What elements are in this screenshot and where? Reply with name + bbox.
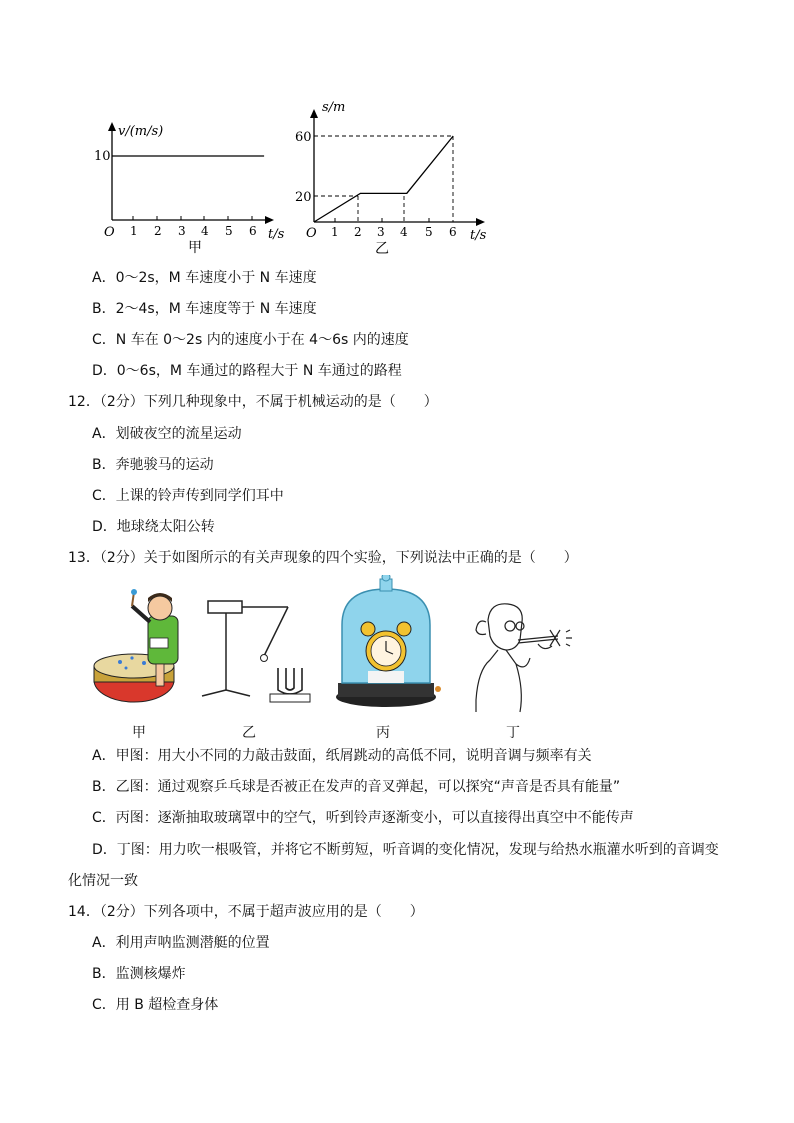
yi-y-tick: 60 [295,130,312,145]
illustration-yi-tuning-fork [198,598,318,708]
q14-option-a: A．利用声呐监测潜艇的位置 [92,935,270,951]
illustration-bing-bell-jar [330,575,448,715]
q13-caption-bing: 丙 [376,725,390,741]
yi-distance-line [314,136,453,222]
yi-y-tick: 20 [295,190,312,205]
yi-x-tick: 1 [331,225,339,239]
yi-axes [314,113,482,222]
jia-xlabel: t/s [268,227,285,242]
jia-ylabel: v/(m/s) [118,124,164,139]
q11-option-c: C．N 车在 0～2s 内的速度小于在 4～6s 内的速度 [92,332,409,348]
jia-x-tick: 3 [178,224,186,238]
q11-option-d: D．0～6s，M 车通过的路程大于 N 车通过的路程 [92,363,402,379]
illustration-ding-straw [468,600,583,715]
q13-caption-ding: 丁 [506,725,520,741]
q13-option-b: B．乙图：通过观察乒乓球是否被正在发声的音叉弹起，可以探究“声音是否具有能量” [92,779,621,795]
q12-option-b: B．奔驰骏马的运动 [92,457,214,473]
q13-option-d: D．丁图：用力吹一根吸管，并将它不断剪短，听音调的变化情况，发现与给热水瓶灌水听到的音调变 [92,842,719,858]
jia-axes [112,125,272,220]
jia-y-arrow [108,122,116,131]
jia-y-tick: 10 [94,149,111,164]
jia-origin: O [104,225,115,240]
jia-x-tick: 2 [154,224,162,238]
jia-x-arrow [265,216,274,224]
yi-caption: 乙 [375,241,389,257]
q12-option-d: D．地球绕太阳公转 [92,519,215,535]
yi-x-tick: 2 [354,225,362,239]
q14-option-b: B．监测核爆炸 [92,966,186,982]
yi-x-arrow [476,218,485,226]
jia-caption: 甲 [188,240,202,255]
graph-yi [290,95,500,260]
yi-xlabel: t/s [470,228,487,243]
yi-ylabel: s/m [322,100,346,115]
q13-option-a: A．甲图：用大小不同的力敲击鼓面，纸屑跳动的高低不同，说明音调与频率有关 [92,748,592,764]
illustration-jia-drum [92,588,192,720]
q13-option-d-continued: 化情况一致 [68,873,138,889]
jia-x-tick: 6 [249,224,257,238]
jia-x-tick: 5 [225,224,233,238]
yi-x-tick: 4 [400,225,408,239]
q13-caption-yi: 乙 [242,725,256,741]
q12-option-c: C．上课的铃声传到同学们耳中 [92,488,284,504]
yi-origin: O [306,226,317,241]
graph-jia [90,115,290,255]
yi-x-tick: 5 [425,225,433,239]
q13-option-c: C．丙图：逐渐抽取玻璃罩中的空气，听到铃声逐渐变小，可以直接得出真空中不能传声 [92,810,634,826]
yi-x-tick: 3 [377,225,385,239]
jia-x-tick: 4 [201,224,209,238]
q14-stem: 14．（2分）下列各项中，不属于超声波应用的是（ ） [68,904,424,920]
q14-option-c: C．用 B 超检查身体 [92,997,219,1013]
q13-stem: 13．（2分）关于如图所示的有关声现象的四个实验，下列说法中正确的是（ ） [68,550,578,566]
q12-option-a: A．划破夜空的流星运动 [92,426,242,442]
jia-x-tick: 1 [130,224,138,238]
q12-stem: 12．（2分）下列几种现象中，不属于机械运动的是（ ） [68,394,438,410]
q13-caption-jia: 甲 [132,725,146,741]
yi-y-arrow [310,109,318,118]
yi-x-tick: 6 [449,225,457,239]
q11-option-b: B．2～4s，M 车速度等于 N 车速度 [92,301,317,317]
q11-option-a: A．0～2s，M 车速度小于 N 车速度 [92,270,317,286]
